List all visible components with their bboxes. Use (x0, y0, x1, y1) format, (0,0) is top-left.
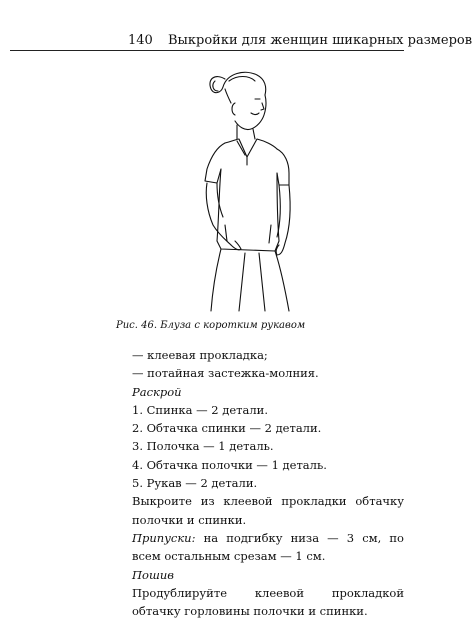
materials-item: — потайная застежка-молния. (132, 366, 319, 381)
allowances-label: Припуски: (132, 530, 196, 545)
sewing-paragraph: Продублируйте клеевой прокладкой обтачку горловины полочки и спинки. (132, 585, 404, 619)
interfacing-paragraph: Выкроите из клеевой прокладки обтачку полочки и спинки. (132, 494, 404, 527)
cutting-item: 5. Рукав — 2 детали. (132, 476, 258, 491)
page-number: 140 (128, 33, 153, 48)
running-title: Выкройки для женщин шикарных размеров (168, 33, 472, 48)
materials-item: — клеевая прокладка; (132, 348, 268, 362)
cutting-heading: Раскрой (132, 384, 182, 399)
sewing-heading: Пошив (132, 567, 174, 582)
cutting-item: 1. Спинка — 2 детали. (132, 402, 268, 417)
header-rule (10, 50, 404, 51)
body-text (116, 346, 404, 620)
allowances-text: на подгибку низа — 3 см, по всем остальным срезам — 1 см. (132, 530, 404, 564)
page-header (0, 0, 472, 52)
cutting-item: 2. Обтачка спинки — 2 детали. (132, 421, 322, 436)
cutting-item: 3. Полочка — 1 деталь. (132, 439, 274, 454)
cutting-item: 4. Обтачка полочки — 1 деталь. (132, 457, 327, 472)
allowances-paragraph (116, 529, 404, 566)
blouse-illustration (185, 65, 305, 315)
figure-caption: Рис. 46. Блуза с коротким рукавом (116, 320, 306, 331)
